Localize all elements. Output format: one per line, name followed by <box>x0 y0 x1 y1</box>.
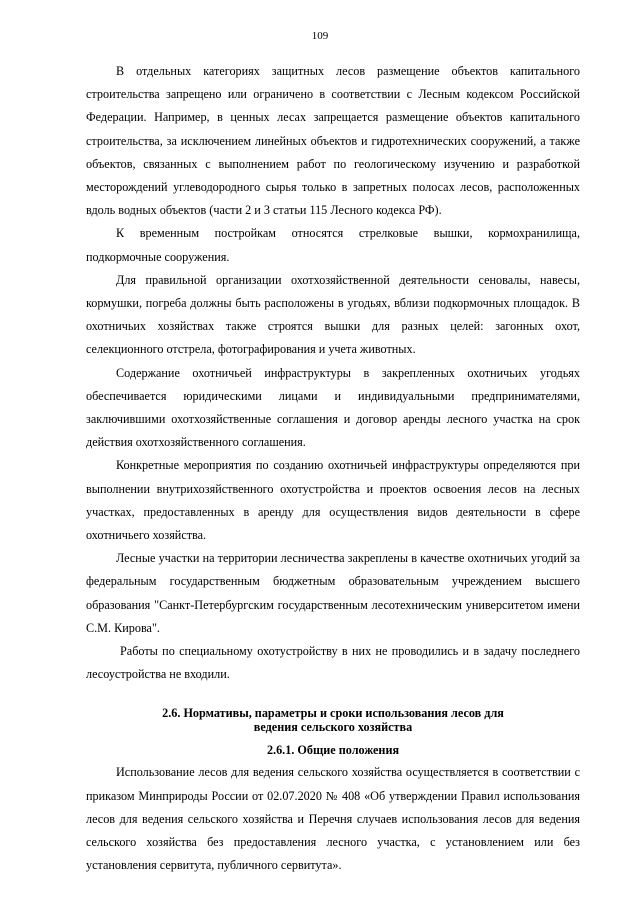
subsection-heading: 2.6.1. Общие положения <box>266 743 400 758</box>
section-heading-line-1: 2.6. Нормативы, параметры и сроки использования лесов для <box>162 706 504 721</box>
section-heading-line-2: ведения сельского хозяйства <box>253 720 413 735</box>
paragraph-agriculture-usage: Использование лесов для ведения сельского хозяйства осуществляется в соответствии с приказом Минприроды России от 02.07.2020 № 408 «Об утверждении Правил использования лесов для ведения сельского хозяйства и Перечня случаев использования лесов для ведения сельского хозяйства без предоставления лесного участка, с установлением или без установления сервитута, публичного сервитута». <box>86 765 580 873</box>
page-number: 109 <box>311 30 329 42</box>
paragraph-temporary-structures: К временным постройкам относятся стрелковые вышки, кормохранилища, подкормочные сооружения. <box>86 226 580 264</box>
paragraph-hunting-survey: Работы по специальному охотустройству в них не проводились и в задачу последнего лесоустройства не входили. <box>86 644 580 682</box>
section-heading <box>86 706 580 734</box>
paragraph-restrictions: В отдельных категориях защитных лесов размещение объектов капитального строительства запрещено или ограничено в соответствии с Лесным кодексом Российской Федерации. Например, в ценных лесах запрещается размещение объектов капитального строительства, за исключением линейных объектов и гидротехнических сооружений, а также объектов, связанных с выполнением работ по геологическому изучению и разработкой месторождений углеводородного сырья только в запретных полосах лесов, расположенных вдоль водных объектов (части 2 и 3 статьи 115 Лесного кодекса РФ). <box>86 64 580 218</box>
paragraph-hunting-organization: Для правильной организации охотхозяйственной деятельности сеновалы, навесы, кормушки, погреба должны быть расположены в угодьях, вблизи подкормочных площадок. В охотничьих хозяйствах также строятся вышки для разных целей: загонных охот, селекционного отстрела, фотографирования и учета животных. <box>86 272 580 357</box>
page-content <box>86 60 580 878</box>
paragraph-infrastructure-maintenance: Содержание охотничьей инфраструктуры в закрепленных охотничьих угодьях обеспечивается юридическими лицами и индивидуальными предпринимателями, заключившими охотхозяйственные соглашения и договор аренды лесного участка на срок действия охотхозяйственного соглашения. <box>86 365 580 450</box>
paragraph-specific-measures: Конкретные мероприятия по созданию охотничьей инфраструктуры определяются при выполнении внутрихозяйственного охотустройства и проектов освоения лесов на лесных участках, предоставленных в аренду для осуществления видов деятельности в сфере охотничьего хозяйства. <box>86 458 580 543</box>
paragraph-assigned-plots: Лесные участки на территории лесничества закреплены в качестве охотничьих угодий за федеральным государственным бюджетным образовательным учреждением высшего образования "Санкт-Петербургским государственным лесотехническим университетом имени С.М. Кирова". <box>86 551 580 635</box>
